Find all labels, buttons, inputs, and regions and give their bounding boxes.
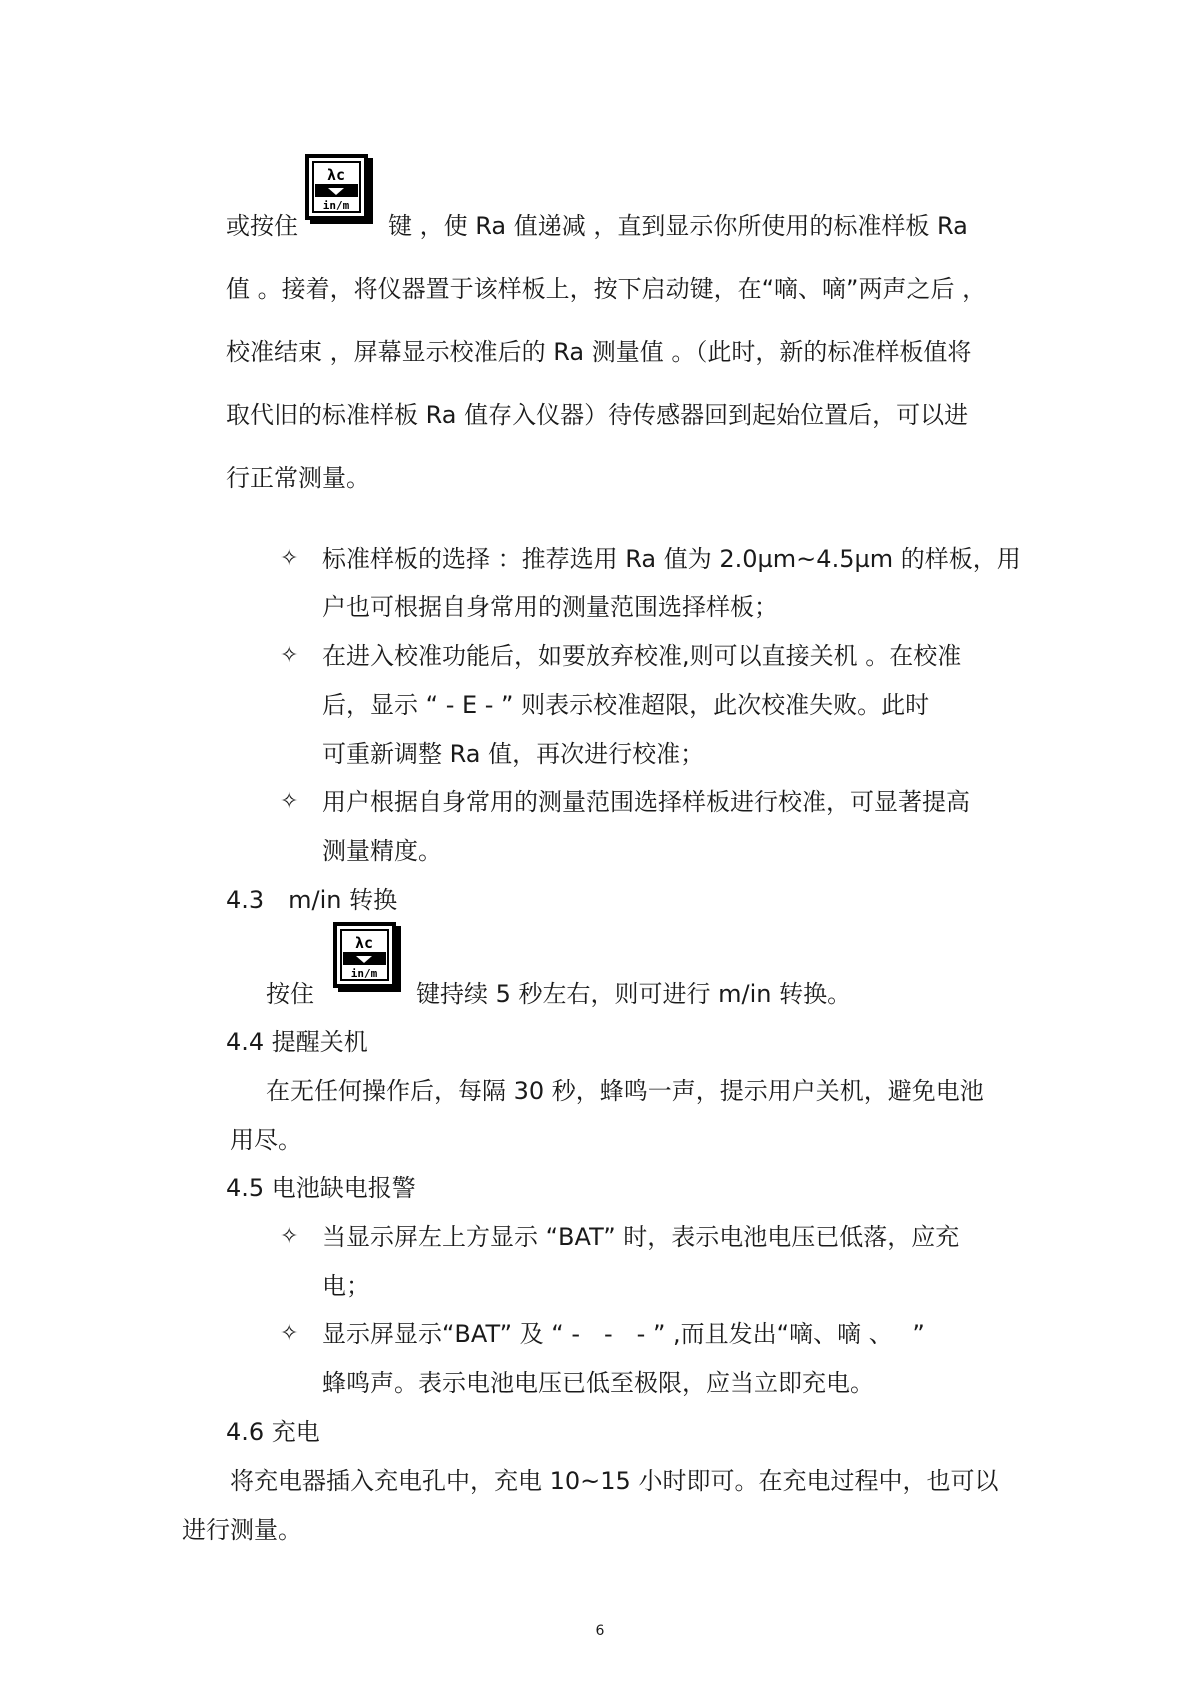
section-4-3-text-suffix: 键持续 5 秒左右，则可进行 m/in 转换。 — [416, 980, 852, 1008]
section-4-4-heading: 4.4 提醒关机 — [226, 1028, 368, 1056]
para1-line1-suffix: 键 ，使 Ra 值递减 ，直到显示你所使用的标准样板 Ra — [388, 212, 968, 240]
section-4-5-note1-line1: 当显示屏左上方显示 “BAT” 时，表示电池电压已低落，应充 — [322, 1223, 960, 1251]
note2-line1: 在进入校准功能后，如要放弃校准,则可以直接关机 。在校准 — [322, 642, 962, 670]
lambda-c-in-m-key-icon — [331, 920, 403, 994]
section-4-6-heading: 4.6 充电 — [226, 1418, 320, 1446]
section-4-5-note2-line1: 显示屏显示“BAT” 及 “ - - - ” ,而且发出“嘀、嘀 、 ” — [322, 1320, 925, 1348]
bullet-icon: ✧ — [280, 1224, 299, 1249]
bullet-icon: ✧ — [280, 643, 299, 668]
lambda-c-in-m-key-icon — [303, 152, 375, 226]
note1-line2: 户也可根据自身常用的测量范围选择样板； — [322, 593, 778, 621]
section-4-6-line1: 将充电器插入充电孔中，充电 10~15 小时即可。在充电过程中，也可以 — [230, 1467, 999, 1495]
bullet-icon: ✧ — [280, 1321, 299, 1346]
para1-line1-prefix: 或按住 — [226, 212, 298, 240]
section-4-6-line2: 进行测量。 — [182, 1516, 302, 1544]
svg-text:λc: λc — [326, 166, 346, 184]
page-number: 6 — [595, 1623, 605, 1639]
section-4-4-line2: 用尽。 — [230, 1126, 302, 1154]
bullet-icon: ✧ — [280, 546, 299, 571]
section-4-3-heading: 4.3 m/in 转换 — [226, 886, 398, 914]
para1-line2: 值 。接着，将仪器置于该样板上，按下启动键，在“嘀、嘀”两声之后 ， — [226, 275, 987, 303]
svg-text:in/m: in/m — [350, 967, 378, 980]
section-4-4-line1: 在无任何操作后，每隔 30 秒，蜂鸣一声，提示用户关机，避免电池 — [266, 1077, 984, 1105]
bullet-icon: ✧ — [280, 789, 299, 814]
note1-line1: 标准样板的选择 ：推荐选用 Ra 值为 2.0µm~4.5µm 的样板，用 — [322, 545, 1021, 573]
para1-line5: 行正常测量。 — [226, 464, 370, 492]
svg-text:λc: λc — [354, 934, 374, 952]
section-4-3-text-prefix: 按住 — [266, 980, 314, 1008]
para1-line4: 取代旧的标准样板 Ra 值存入仪器）待传感器回到起始位置后，可以进 — [226, 401, 969, 429]
svg-text:in/m: in/m — [322, 199, 350, 212]
section-4-5-note1-line2: 电； — [322, 1272, 370, 1300]
note2-line3: 可重新调整 Ra 值，再次进行校准； — [322, 740, 705, 768]
para1-line3: 校准结束 ，屏幕显示校准后的 Ra 测量值 。（此时，新的标准样板值将 — [226, 338, 972, 366]
section-4-5-heading: 4.5 电池缺电报警 — [226, 1174, 416, 1202]
section-4-5-note2-line2: 蜂鸣声。表示电池电压已低至极限，应当立即充电。 — [322, 1369, 874, 1397]
note2-line2: 后，显示 “ - E - ” 则表示校准超限，此次校准失败。此时 — [322, 691, 930, 719]
note3-line2: 测量精度。 — [322, 837, 442, 865]
note3-line1: 用户根据自身常用的测量范围选择样板进行校准，可显著提高 — [322, 788, 970, 816]
